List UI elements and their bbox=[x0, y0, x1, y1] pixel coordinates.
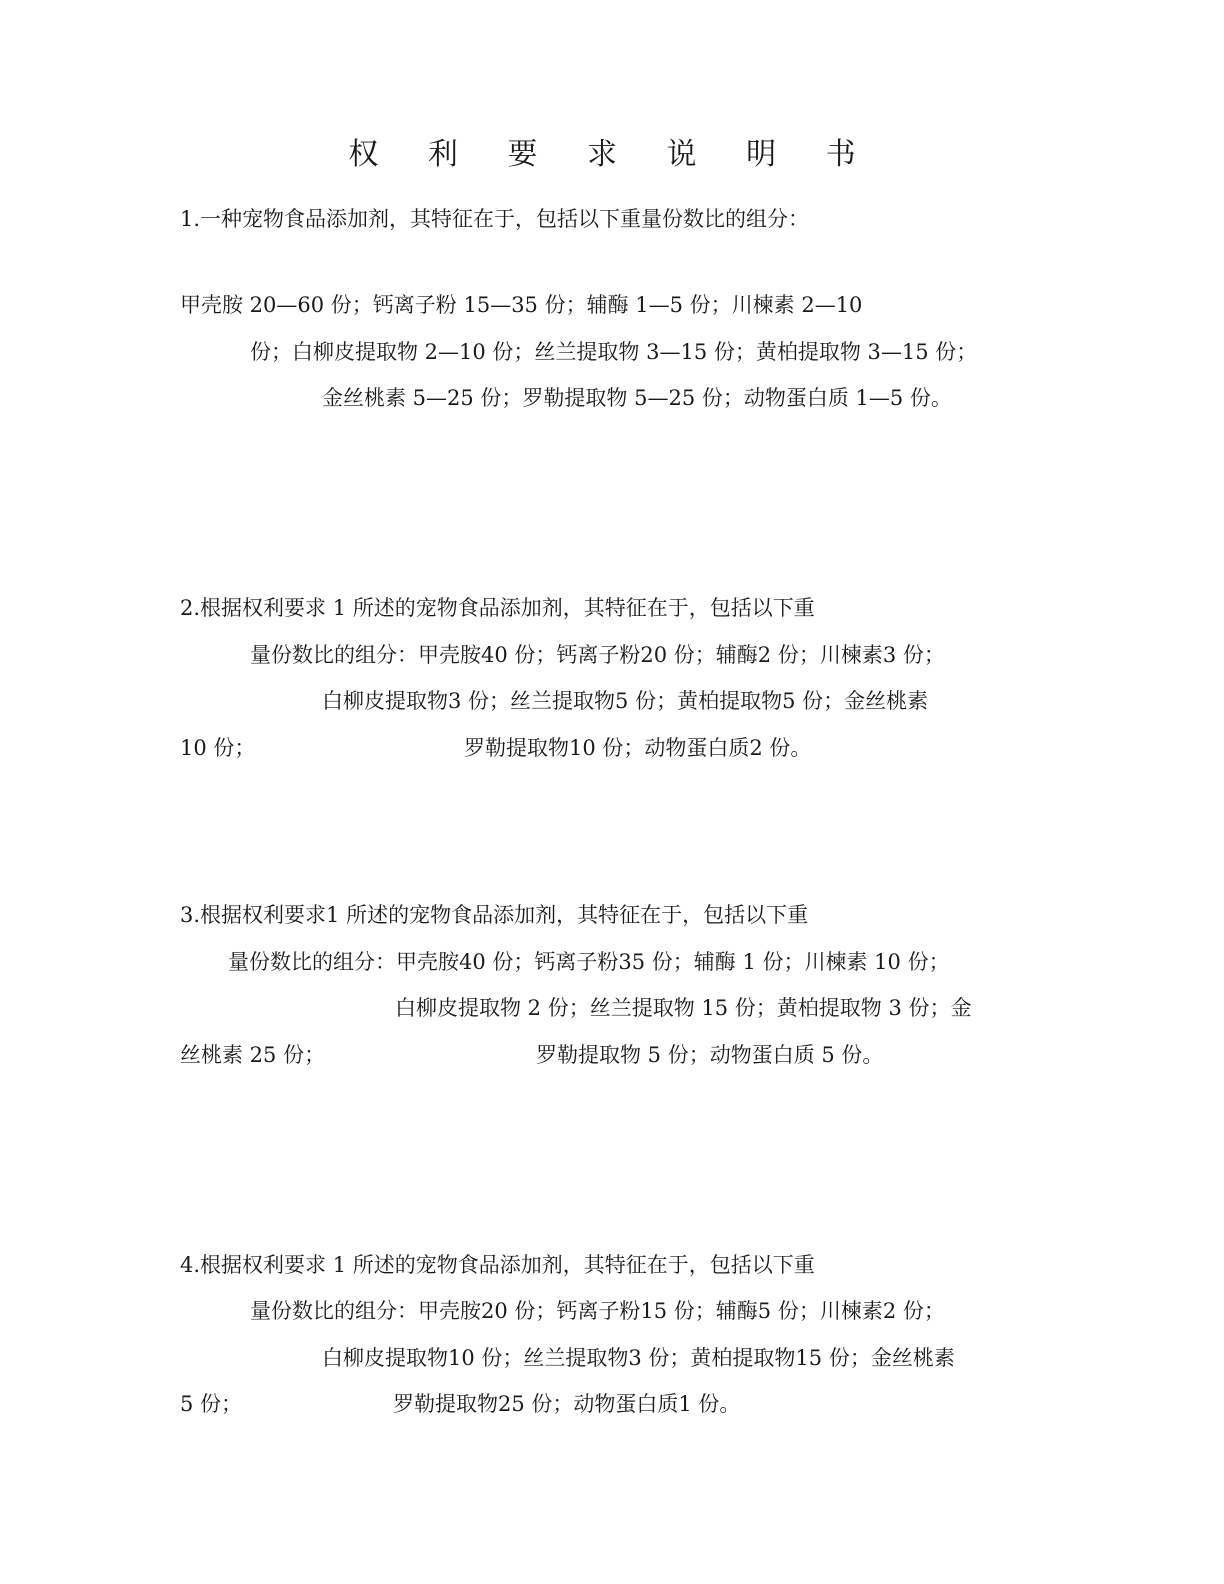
claim-4-line-4-end: 罗勒提取物25 份；动物蛋白质1 份。 bbox=[393, 1392, 741, 1416]
claim-2-line-2: 量份数比的组分：甲壳胺40 份；钙离子粉20 份；辅酶2 份；川楝素3 份； bbox=[250, 643, 945, 667]
claim-1-line-2: 甲壳胺 20—60 份；钙离子粉 15—35 份；辅酶 1—5 份；川楝素 2—10 bbox=[180, 293, 863, 317]
claim-4-line-4 bbox=[180, 1389, 1080, 1419]
claim-2-line-3: 白柳皮提取物3 份；丝兰提取物5 份；黄柏提取物5 份；金丝桃素 bbox=[322, 689, 929, 713]
claim-2-line-4-end: 罗勒提取物10 份；动物蛋白质2 份。 bbox=[464, 736, 812, 760]
claim-3-line-3: 白柳皮提取物 2 份；丝兰提取物 15 份；黄柏提取物 3 份；金 bbox=[395, 996, 972, 1020]
claim-3-line-4 bbox=[180, 1040, 1080, 1070]
claim-1-line-4: 金丝桃素 5—25 份；罗勒提取物 5—25 份；动物蛋白质 1—5 份。 bbox=[322, 386, 952, 410]
claim-3-line-1: 3.根据权利要求1 所述的宠物食品添加剂，其特征在于，包括以下重 bbox=[180, 903, 809, 927]
claim-2-line-1: 2.根据权利要求 1 所述的宠物食品添加剂，其特征在于，包括以下重 bbox=[180, 596, 815, 620]
claim-3-line-4-start: 丝桃素 25 份； bbox=[180, 1043, 326, 1067]
claim-4-line-4-start: 5 份； bbox=[180, 1392, 243, 1416]
claim-1-line-3: 份；白柳皮提取物 2—10 份；丝兰提取物 3—15 份；黄柏提取物 3—15 份； bbox=[250, 340, 978, 364]
claim-2-line-4 bbox=[180, 733, 1080, 763]
claim-3-line-2: 量份数比的组分：甲壳胺40 份；钙离子粉35 份；辅酶 1 份；川楝素 10 份； bbox=[228, 950, 950, 974]
claim-2-line-4-start: 10 份； bbox=[180, 736, 256, 760]
claim-4-line-2: 量份数比的组分：甲壳胺20 份；钙离子粉15 份；辅酶5 份；川楝素2 份； bbox=[250, 1299, 945, 1323]
claim-3-line-4-end: 罗勒提取物 5 份；动物蛋白质 5 份。 bbox=[536, 1043, 884, 1067]
claim-1-line-1: 1.一种宠物食品添加剂，其特征在于，包括以下重量份数比的组分： bbox=[180, 207, 810, 231]
claim-4-line-1: 4.根据权利要求 1 所述的宠物食品添加剂，其特征在于，包括以下重 bbox=[180, 1253, 815, 1277]
document-title: 权 利 要 求 说 明 书 bbox=[348, 137, 876, 172]
claim-4-line-3: 白柳皮提取物10 份；丝兰提取物3 份；黄柏提取物15 份；金丝桃素 bbox=[322, 1346, 955, 1370]
